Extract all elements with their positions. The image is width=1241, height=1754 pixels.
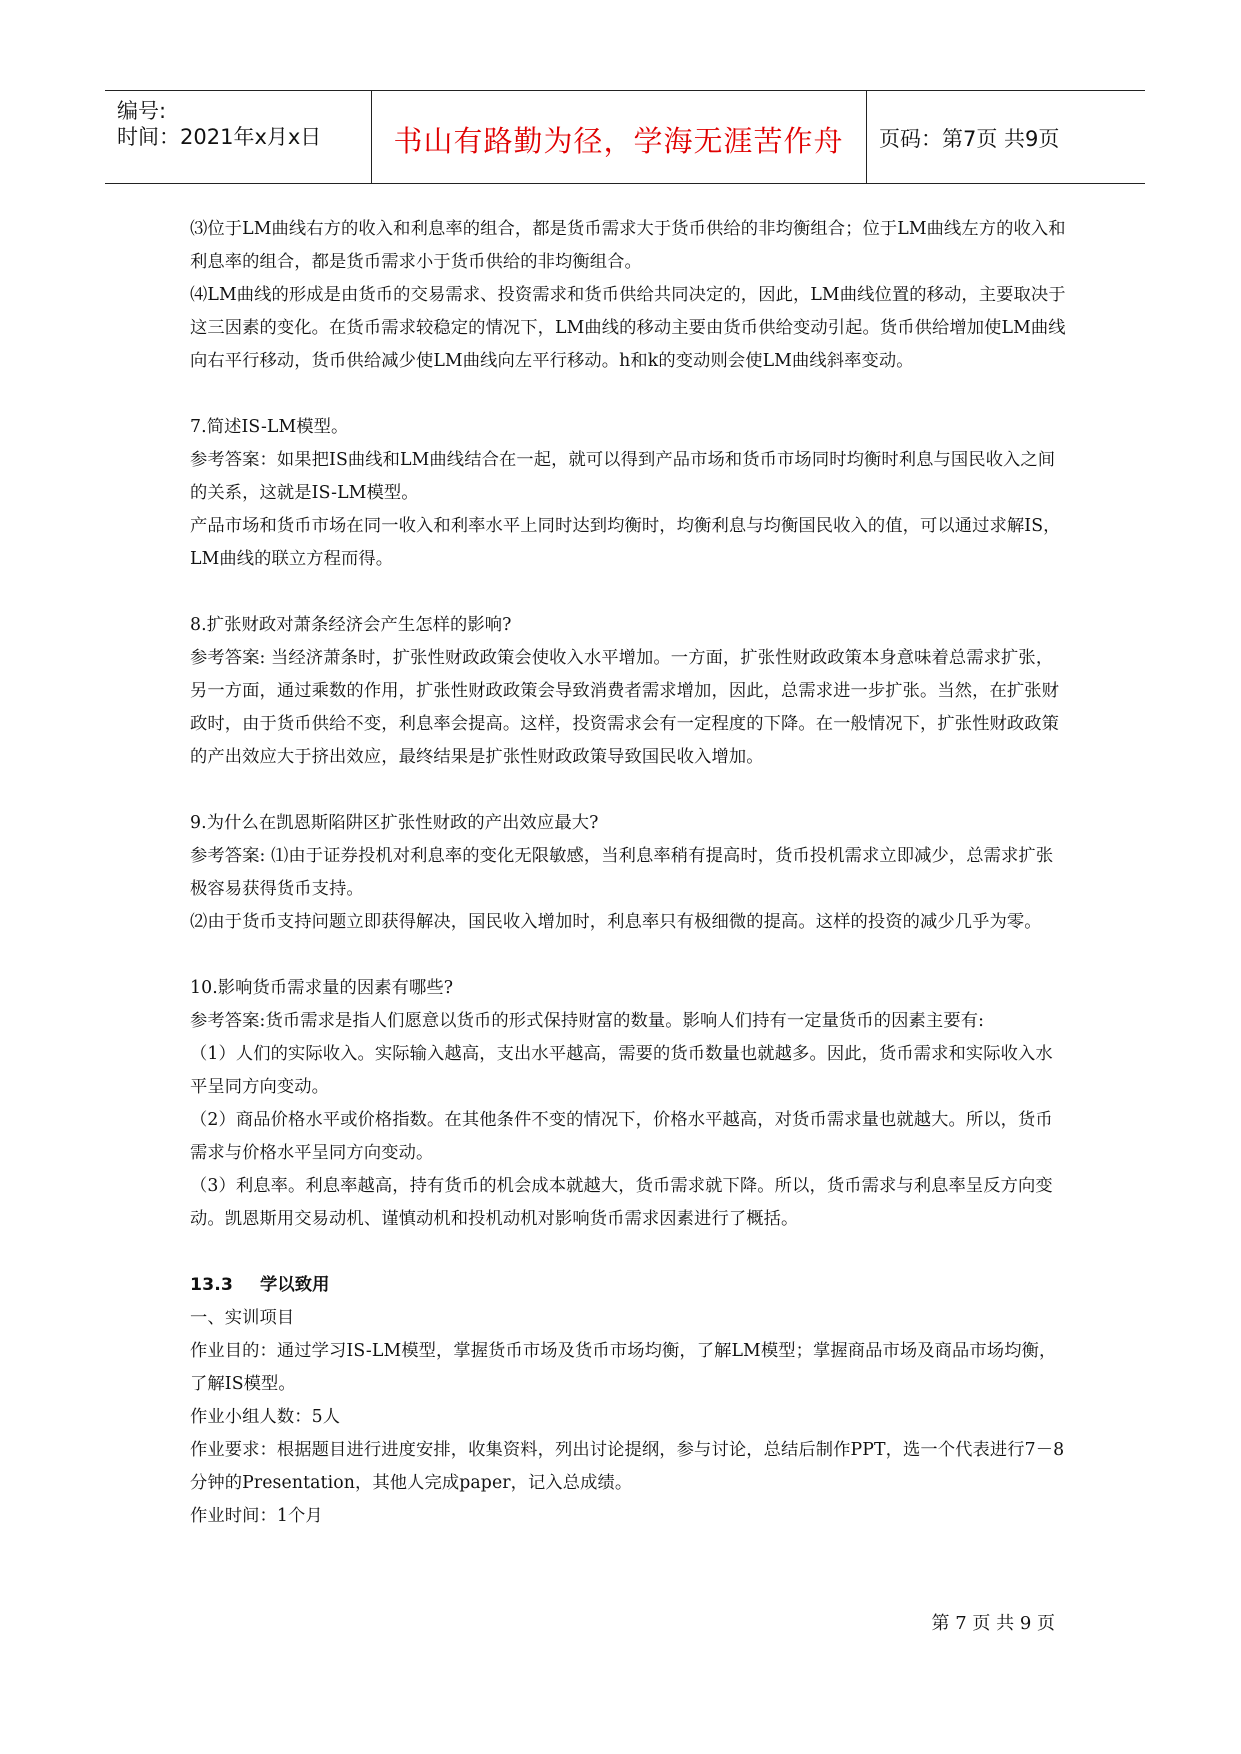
- document-time-label: 时间：2021年x月x日: [117, 125, 322, 149]
- document-number-label: 编号:: [117, 99, 167, 123]
- answer-10: 参考答案:货币需求是指人们愿意以货币的形式保持财富的数量。影响人们持有一定量货币的因素主要有:: [190, 1011, 985, 1031]
- answer-9: 参考答案: ⑴由于证券投机对利息率的变化无限敏感，当利息率稍有提高时，货币投机需求立即减少，总需求扩张极容易获得货币支持。: [190, 846, 1054, 899]
- header-page-cell: [866, 91, 1145, 183]
- practice-heading: 一、实训项目: [190, 1308, 295, 1328]
- page-footer: 第 7 页 共 9 页: [931, 1613, 1055, 1634]
- answer-10-item-3: （3）利息率。利息率越高，持有货币的机会成本就越大，货币需求就下降。所以，货币需求与利息率呈反方向变动。凯恩斯用交易动机、谨慎动机和投机动机对影响货币需求因素进行了概括。: [190, 1176, 1053, 1229]
- practice-purpose: 作业目的：通过学习IS-LM模型，掌握货币市场及货币市场均衡，了解LM模型；掌握商品市场及商品市场均衡，了解IS模型。: [190, 1341, 1057, 1394]
- header-info-cell: [105, 91, 372, 183]
- answer-10-item-1: （1）人们的实际收入。实际输入越高，支出水平越高，需要的货币数量也就越多。因此，货币需求和实际收入水平呈同方向变动。: [190, 1044, 1053, 1097]
- document-body: [190, 213, 1070, 1533]
- answer-7: 参考答案：如果把IS曲线和LM曲线结合在一起，就可以得到产品市场和货币市场同时均衡时利息与国民收入之间的关系，这就是IS-LM模型。: [190, 450, 1056, 503]
- answer-7-continued: 产品市场和货币市场在同一收入和利率水平上同时达到均衡时，均衡利息与均衡国民收入的值，可以通过求解IS，LM曲线的联立方程而得。: [190, 516, 1061, 569]
- question-7: 7.简述IS-LM模型。: [190, 417, 349, 437]
- section-number: 13.3: [190, 1275, 234, 1295]
- answer-10-item-2: （2）商品价格水平或价格指数。在其他条件不变的情况下，价格水平越高，对货币需求量也就越大。所以，货币需求与价格水平呈同方向变动。: [190, 1110, 1053, 1163]
- paragraph-lm-point-4: ⑷LM曲线的形成是由货币的交易需求、投资需求和货币供给共同决定的，因此，LM曲线位置的移动，主要取决于这三因素的变化。在货币需求较稳定的情况下，LM曲线的移动主要由货币供给变动引起。货币供给增加使LM曲线向右平行移动，货币供给减少使LM曲线向左平行移动。h和k的变动则会使LM曲线斜率变动。: [190, 285, 1066, 371]
- header-page-info: 页码：第7页 共9页: [879, 127, 1060, 151]
- practice-duration: 作业时间：1个月: [190, 1506, 323, 1526]
- question-9: 9.为什么在凯恩斯陷阱区扩张性财政的产出效应最大?: [190, 813, 599, 833]
- paragraph-lm-point-3: ⑶位于LM曲线右方的收入和利息率的组合，都是货币需求大于货币供给的非均衡组合；位于LM曲线左方的收入和利息率的组合，都是货币需求小于货币供给的非均衡组合。: [190, 219, 1066, 272]
- section-title: 学以致用: [260, 1275, 330, 1295]
- section-heading: [190, 1269, 1070, 1302]
- header-motto: 书山有路勤为径，学海无涯苦作舟: [393, 124, 844, 158]
- page-header: [105, 90, 1145, 184]
- question-10: 10.影响货币需求量的因素有哪些?: [190, 978, 454, 998]
- practice-requirements: 作业要求：根据题目进行进度安排，收集资料，列出讨论提纲，参与讨论，总结后制作PPT，选一个代表进行7－8分钟的Presentation，其他人完成paper，记入总成绩。: [190, 1440, 1065, 1493]
- answer-9-continued: ⑵由于货币支持问题立即获得解决，国民收入增加时，利息率只有极细微的提高。这样的投资的减少几乎为零。: [190, 912, 1042, 932]
- header-motto-cell: [371, 91, 867, 183]
- question-8: 8.扩张财政对萧条经济会产生怎样的影响?: [190, 615, 512, 635]
- practice-group-size: 作业小组人数：5人: [190, 1407, 341, 1427]
- answer-8: 参考答案: 当经济萧条时，扩张性财政政策会使收入水平增加。一方面，扩张性财政政策本身意味着总需求扩张，另一方面，通过乘数的作用，扩张性财政政策会导致消费者需求增加，因此，总需求进一步扩张。当然，在扩张财政时，由于货币供给不变，利息率会提高。这样，投资需求会有一定程度的下降。在一般情况下，扩张性财政政策的产出效应大于挤出效应，最终结果是扩张性财政政策导致国民收入增加。: [190, 648, 1060, 767]
